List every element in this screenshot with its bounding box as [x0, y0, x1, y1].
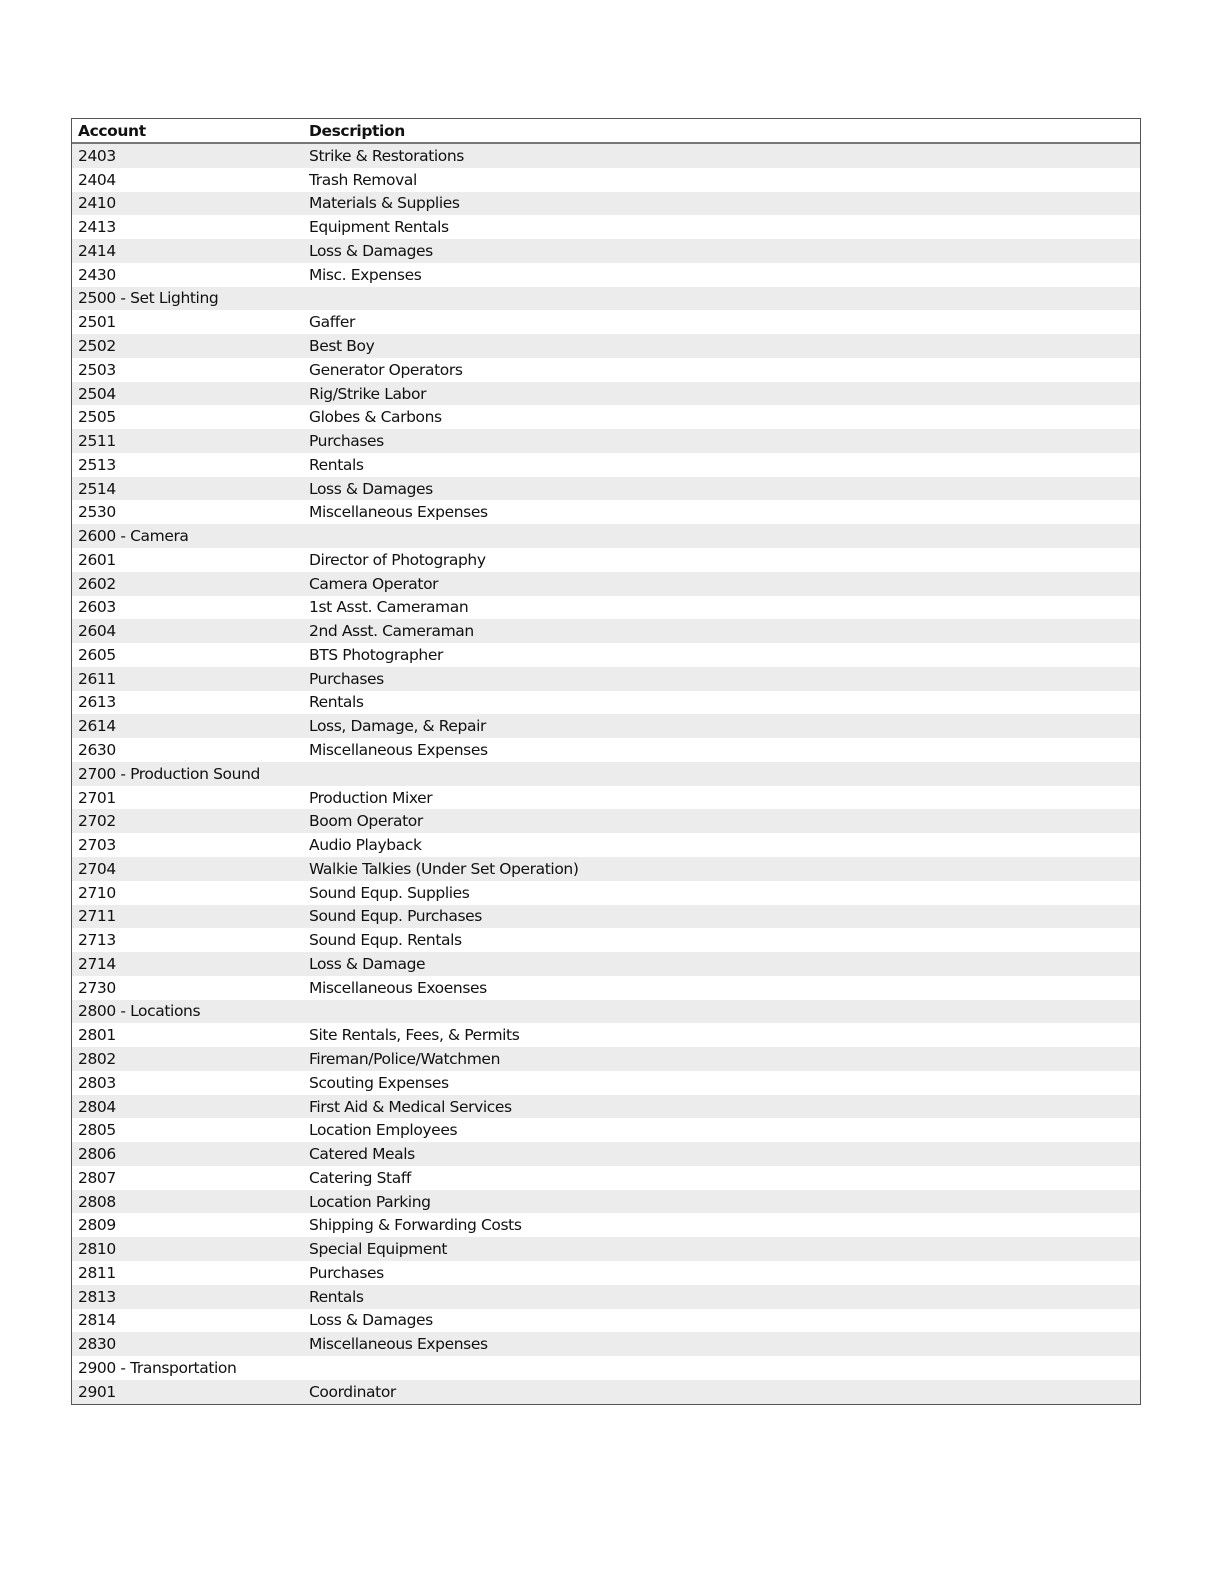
table-row [72, 192, 1140, 216]
description-cell: First Aid & Medical Services [309, 1097, 512, 1116]
account-cell: 2730 [78, 978, 116, 997]
table-row [72, 952, 1140, 976]
table-row [72, 1309, 1140, 1333]
table-row [72, 1285, 1140, 1309]
account-cell: 2713 [78, 931, 116, 950]
description-cell: Special Equipment [309, 1240, 448, 1259]
header-description: Description [309, 121, 405, 140]
table-row [72, 928, 1140, 952]
account-cell: 2601 [78, 550, 116, 569]
account-cell: 2803 [78, 1073, 116, 1092]
account-cell: 2513 [78, 455, 116, 474]
description-cell: 2nd Asst. Cameraman [309, 622, 474, 641]
table-row [72, 619, 1140, 643]
account-cell: 2714 [78, 954, 116, 973]
account-cell: 2603 [78, 598, 116, 617]
table-row [72, 310, 1140, 334]
account-cell: 2806 [78, 1145, 116, 1164]
description-cell: Location Parking [309, 1192, 431, 1211]
table-header [72, 119, 1140, 144]
account-cell: 2810 [78, 1240, 116, 1259]
account-cell: 2801 [78, 1026, 116, 1045]
table-row [72, 881, 1140, 905]
table-row [72, 215, 1140, 239]
description-cell: Purchases [309, 669, 384, 688]
description-cell: 1st Asst. Cameraman [309, 598, 469, 617]
account-cell: 2711 [78, 907, 116, 926]
account-cell: 2808 [78, 1192, 116, 1211]
table-row [72, 667, 1140, 691]
description-cell: Loss & Damages [309, 241, 433, 260]
description-cell: Coordinator [309, 1382, 396, 1401]
table-row [72, 1380, 1140, 1404]
group-header-row [72, 287, 1140, 311]
account-cell: 2500 - Set Lighting [78, 289, 219, 308]
account-cell: 2802 [78, 1049, 116, 1068]
description-cell: Audio Playback [309, 836, 422, 855]
description-cell: Scouting Expenses [309, 1073, 449, 1092]
table-row [72, 691, 1140, 715]
group-header-row [72, 1000, 1140, 1024]
account-cell: 2900 - Transportation [78, 1358, 237, 1377]
description-cell: Strike & Restorations [309, 146, 464, 165]
description-cell: Rig/Strike Labor [309, 384, 427, 403]
description-cell: Equipment Rentals [309, 218, 449, 237]
header-account: Account [78, 121, 146, 140]
table-row [72, 239, 1140, 263]
account-cell: 2807 [78, 1168, 116, 1187]
table-row [72, 429, 1140, 453]
account-cell: 2503 [78, 360, 116, 379]
account-cell: 2504 [78, 384, 116, 403]
description-cell: Generator Operators [309, 360, 463, 379]
table-row [72, 548, 1140, 572]
description-cell: Rentals [309, 455, 364, 474]
table-row [72, 833, 1140, 857]
table-row [72, 334, 1140, 358]
table-row [72, 714, 1140, 738]
table-row [72, 572, 1140, 596]
account-cell: 2511 [78, 432, 116, 451]
group-header-row [72, 524, 1140, 548]
account-cell: 2410 [78, 194, 116, 213]
table-row [72, 1332, 1140, 1356]
table-row [72, 786, 1140, 810]
description-cell: Fireman/Police/Watchmen [309, 1049, 500, 1068]
table-row [72, 358, 1140, 382]
account-cell: 2804 [78, 1097, 116, 1116]
description-cell: Materials & Supplies [309, 194, 460, 213]
account-cell: 2702 [78, 812, 116, 831]
account-cell: 2403 [78, 146, 116, 165]
account-cell: 2514 [78, 479, 116, 498]
account-cell: 2404 [78, 170, 116, 189]
table-row [72, 1071, 1140, 1095]
description-cell: BTS Photographer [309, 645, 443, 664]
description-cell: Catering Staff [309, 1168, 411, 1187]
table-row [72, 809, 1140, 833]
account-cell: 2502 [78, 337, 116, 355]
table-body [72, 144, 1140, 1404]
table-row [72, 1118, 1140, 1142]
description-cell: Boom Operator [309, 812, 423, 831]
account-cell: 2614 [78, 717, 116, 736]
account-cell: 2805 [78, 1121, 116, 1140]
description-cell: Miscellaneous Expenses [309, 741, 488, 760]
description-cell: Miscellaneous Expenses [309, 503, 488, 522]
account-cell: 2703 [78, 836, 116, 855]
table-row [72, 382, 1140, 406]
description-cell: Best Boy [309, 337, 375, 355]
account-cell: 2809 [78, 1216, 116, 1235]
description-cell: Location Employees [309, 1121, 458, 1140]
table-row [72, 905, 1140, 929]
account-cell: 2814 [78, 1311, 116, 1330]
table-row [72, 738, 1140, 762]
account-cell: 2600 - Camera [78, 527, 189, 546]
table-row [72, 500, 1140, 524]
table-row [72, 405, 1140, 429]
description-cell: Purchases [309, 432, 384, 451]
account-cell: 2901 [78, 1382, 116, 1401]
table-row [72, 263, 1140, 287]
account-cell: 2430 [78, 265, 116, 284]
table-row [72, 168, 1140, 192]
account-cell: 2800 - Locations [78, 1002, 201, 1021]
description-cell: Misc. Expenses [309, 265, 422, 284]
account-cell: 2613 [78, 693, 116, 712]
description-cell: Loss & Damages [309, 479, 433, 498]
account-cell: 2605 [78, 645, 116, 664]
account-cell: 2813 [78, 1287, 116, 1306]
table-row [72, 1142, 1140, 1166]
description-cell: Miscellaneous Expenses [309, 1335, 488, 1354]
account-cell: 2501 [78, 313, 116, 332]
description-cell: Miscellaneous Exoenses [309, 978, 487, 997]
description-cell: Walkie Talkies (Under Set Operation) [309, 859, 579, 878]
account-cell: 2830 [78, 1335, 116, 1354]
account-cell: 2530 [78, 503, 116, 522]
table-row [72, 596, 1140, 620]
table-row [72, 1166, 1140, 1190]
account-cell: 2505 [78, 408, 116, 427]
description-cell: Shipping & Forwarding Costs [309, 1216, 522, 1235]
table-row [72, 1047, 1140, 1071]
account-cell: 2700 - Production Sound [78, 764, 260, 783]
account-cell: 2710 [78, 883, 116, 902]
description-cell: Production Mixer [309, 788, 433, 807]
account-cell: 2414 [78, 241, 116, 260]
table-row [72, 1023, 1140, 1047]
table-row [72, 1095, 1140, 1119]
group-header-row [72, 762, 1140, 786]
table-row [72, 643, 1140, 667]
table-row [72, 976, 1140, 1000]
table-row [72, 453, 1140, 477]
description-cell: Catered Meals [309, 1145, 415, 1164]
account-cell: 2630 [78, 741, 116, 760]
description-cell: Rentals [309, 693, 364, 712]
account-cell: 2701 [78, 788, 116, 807]
description-cell: Sound Equp. Rentals [309, 931, 462, 950]
table-row [72, 1261, 1140, 1285]
description-cell: Sound Equp. Supplies [309, 883, 470, 902]
account-cell: 2413 [78, 218, 116, 237]
table-row [72, 477, 1140, 501]
description-cell: Director of Photography [309, 550, 486, 569]
description-cell: Sound Equp. Purchases [309, 907, 482, 926]
account-cell: 2602 [78, 574, 116, 593]
description-cell: Gaffer [309, 313, 355, 332]
description-cell: Loss, Damage, & Repair [309, 717, 486, 736]
description-cell: Site Rentals, Fees, & Permits [309, 1026, 520, 1045]
table-row [72, 1190, 1140, 1214]
description-cell: Rentals [309, 1287, 364, 1306]
description-cell: Loss & Damages [309, 1311, 433, 1330]
account-cell: 2704 [78, 859, 116, 878]
accounts-table [71, 118, 1141, 1405]
table-row [72, 144, 1140, 168]
description-cell: Loss & Damage [309, 954, 426, 973]
table-row [72, 1237, 1140, 1261]
description-cell: Camera Operator [309, 574, 439, 593]
account-cell: 2611 [78, 669, 116, 688]
group-header-row [72, 1356, 1140, 1380]
account-cell: 2604 [78, 622, 116, 641]
description-cell: Globes & Carbons [309, 408, 442, 427]
description-cell: Trash Removal [309, 170, 417, 189]
table-row [72, 857, 1140, 881]
account-cell: 2811 [78, 1263, 116, 1282]
description-cell: Purchases [309, 1263, 384, 1282]
table-row [72, 1213, 1140, 1237]
